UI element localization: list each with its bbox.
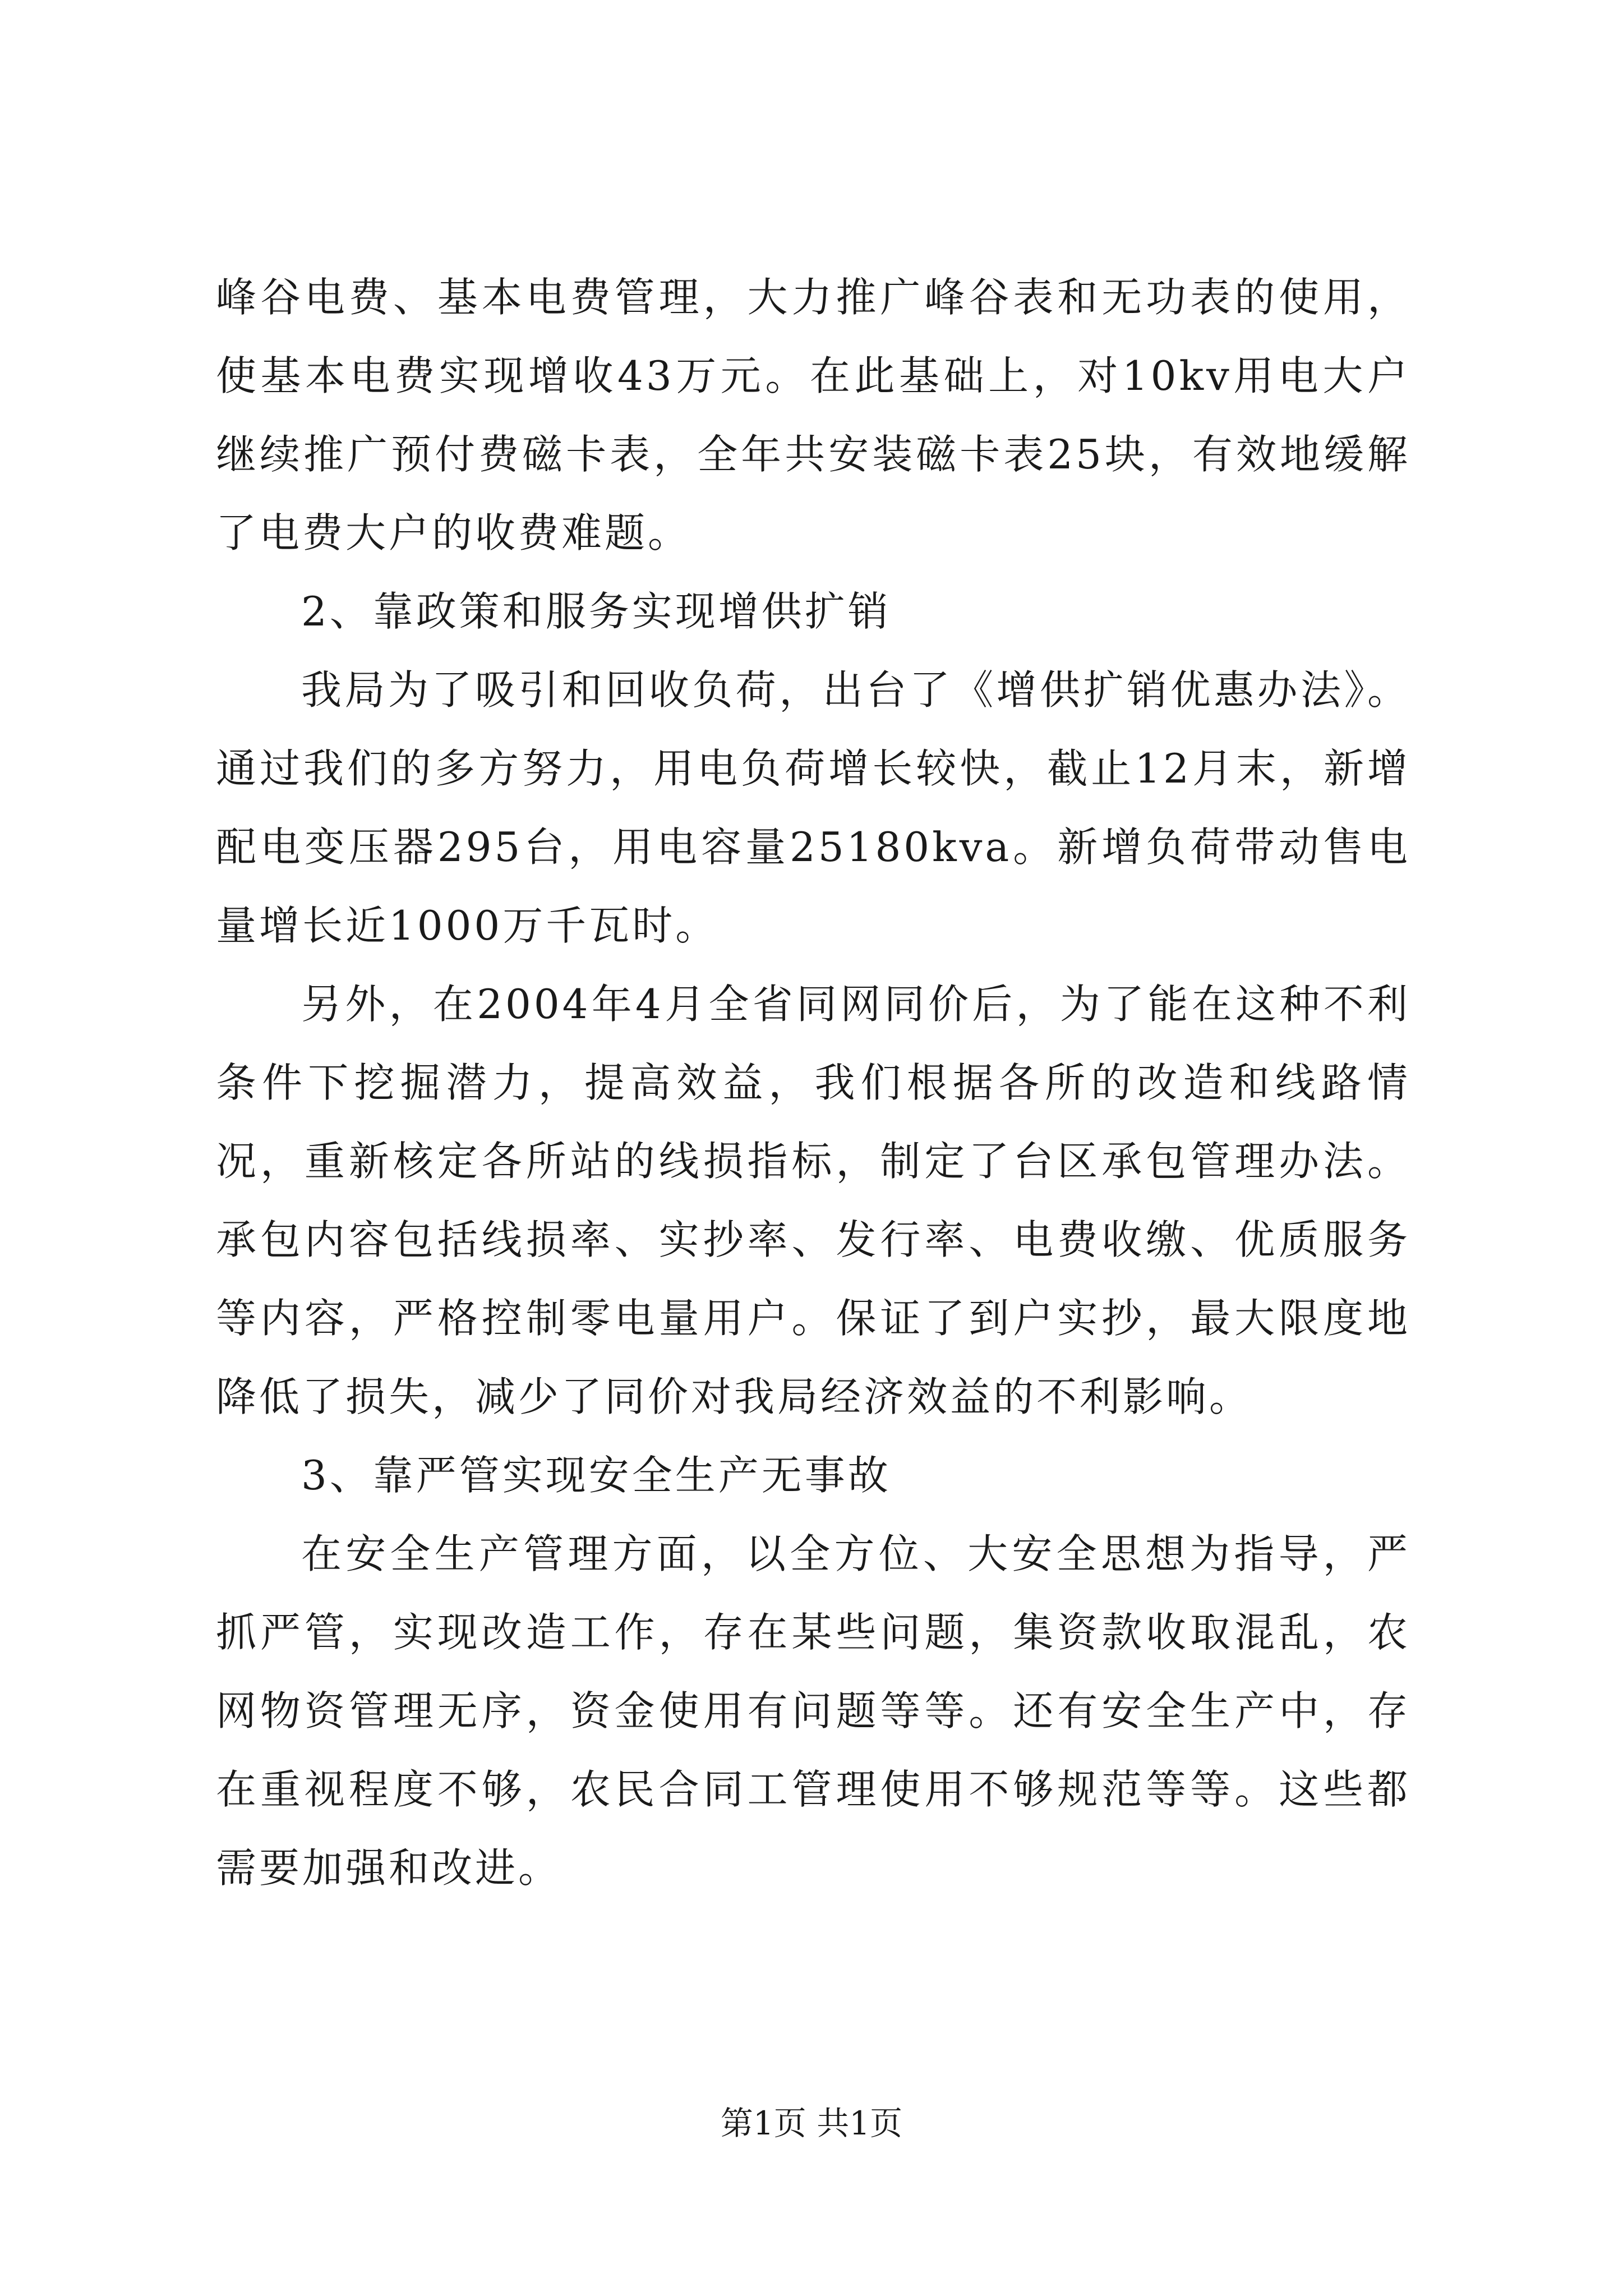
paragraph-body: 在安全生产管理方面，以全方位、大安全思想为指导，严抓严管，实现改造工作，存在某些问题，集资款收取混乱，农网物资管理无序，资金使用有问题等等。还有安全生产中，存在重视程度不够，农民合同工管理使用不够规范等等。这些都需要加强和改进。 (216, 1530, 1410, 1892)
document-body (216, 258, 1410, 1907)
paragraph-body: 我局为了吸引和回收负荷，出台了《增供扩销优惠办法》。通过我们的多方努力，用电负荷增长较快，截止12月末，新增配电变压器295台，用电容量25180kva。新增负荷带动售电量增长近1000万千瓦时。 (216, 666, 1410, 949)
paragraph-body: 另外，在2004年4月全省同网同价后，为了能在这种不利条件下挖掘潜力，提高效益，我们根据各所的改造和线路情况，重新核定各所站的线损指标，制定了台区承包管理办法。承包内容包括线损率、实抄率、发行率、电费收缴、优质服务等内容，严格控制零电量用户。保证了到户实抄，最大限度地降低了损失，减少了同价对我局经济效益的不利影响。 (216, 981, 1410, 1420)
page-footer: 第1页 共1页 (720, 2104, 903, 2142)
section-heading-3: 3、靠严管实现安全生产无事故 (301, 1452, 891, 1499)
paragraph-continuation: 峰谷电费、基本电费管理，大力推广峰谷表和无功表的使用，使基本电费实现增收43万元。在此基础上，对10kv用电大户继续推广预付费磁卡表，全年共安装磁卡表25块，有效地缓解了电费大户的收费难题。 (216, 274, 1410, 556)
section-heading-2: 2、靠政策和服务实现增供扩销 (301, 588, 891, 635)
